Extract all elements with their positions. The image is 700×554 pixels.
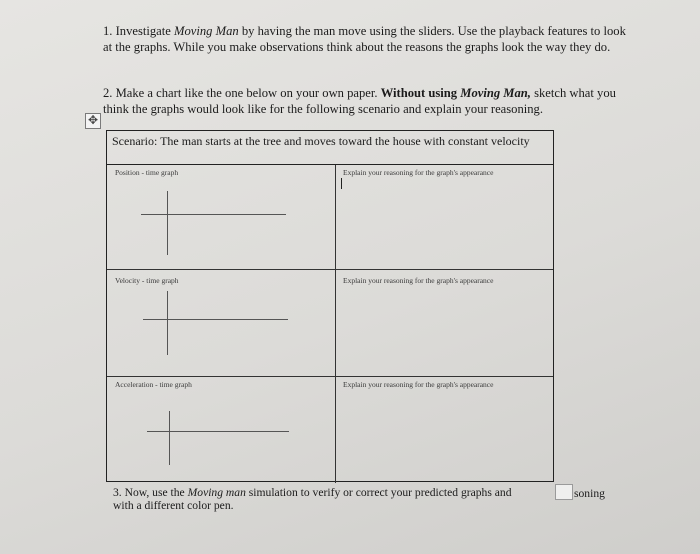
scenario-row: Scenario: The man starts at the tree and moves toward the house with constant velocity [107,131,553,165]
q1-title: Moving Man [174,24,239,38]
q3-overflow-text: soning [574,487,605,500]
position-explain-area[interactable] [337,179,553,267]
velocity-graph-y-axis [167,291,168,355]
velocity-explain-label: Explain your reasoning for the graph's appearance [343,276,494,285]
row-divider-2 [107,376,553,377]
acceleration-explain-area[interactable] [337,393,553,479]
position-explain-label: Explain your reasoning for the graph's appearance [343,168,494,177]
question-3 [113,486,583,512]
acceleration-graph-y-axis [169,411,170,465]
q2-bold: Without using [380,86,461,100]
question-1 [103,24,633,55]
q3-italic: Moving man [187,486,246,499]
position-graph-label: Position - time graph [115,168,179,177]
acceleration-explain-label: Explain your reasoning for the graph's appearance [343,380,494,389]
position-graph-x-axis [141,214,286,215]
q3-text-start: 3. Now, use the [113,486,188,499]
q2-bold-italic: Moving Man, [460,86,531,100]
velocity-graph-label: Velocity - time graph [115,276,179,285]
position-graph-y-axis [167,191,168,255]
q1-text: by having the man move using the sliders. Use the playback features to look at the graphs. While you make observations think about the reasons the graphs look the way they do. [103,24,626,54]
velocity-graph-x-axis [143,319,288,320]
column-divider [335,165,336,483]
q2-text-start: 2. Make a chart like the one below on your own paper. [103,86,381,100]
prediction-table [106,130,554,482]
acceleration-graph-label: Acceleration - time graph [115,380,192,389]
move-arrows-icon[interactable]: ✥ [85,113,101,129]
velocity-explain-area[interactable] [337,287,553,373]
q3-text-mid: simulation to verify or correct your predicted graphs and [245,486,512,499]
answer-input-box[interactable] [555,484,573,500]
q1-number: 1. Investigate [103,24,174,38]
question-2 [103,86,633,117]
q3-text-end: with a different color pen. [113,499,234,512]
row-divider-1 [107,269,553,270]
q2-text-end: sketch what you think the graphs would look like for the following scenario and explain your reasoning. [103,86,616,116]
